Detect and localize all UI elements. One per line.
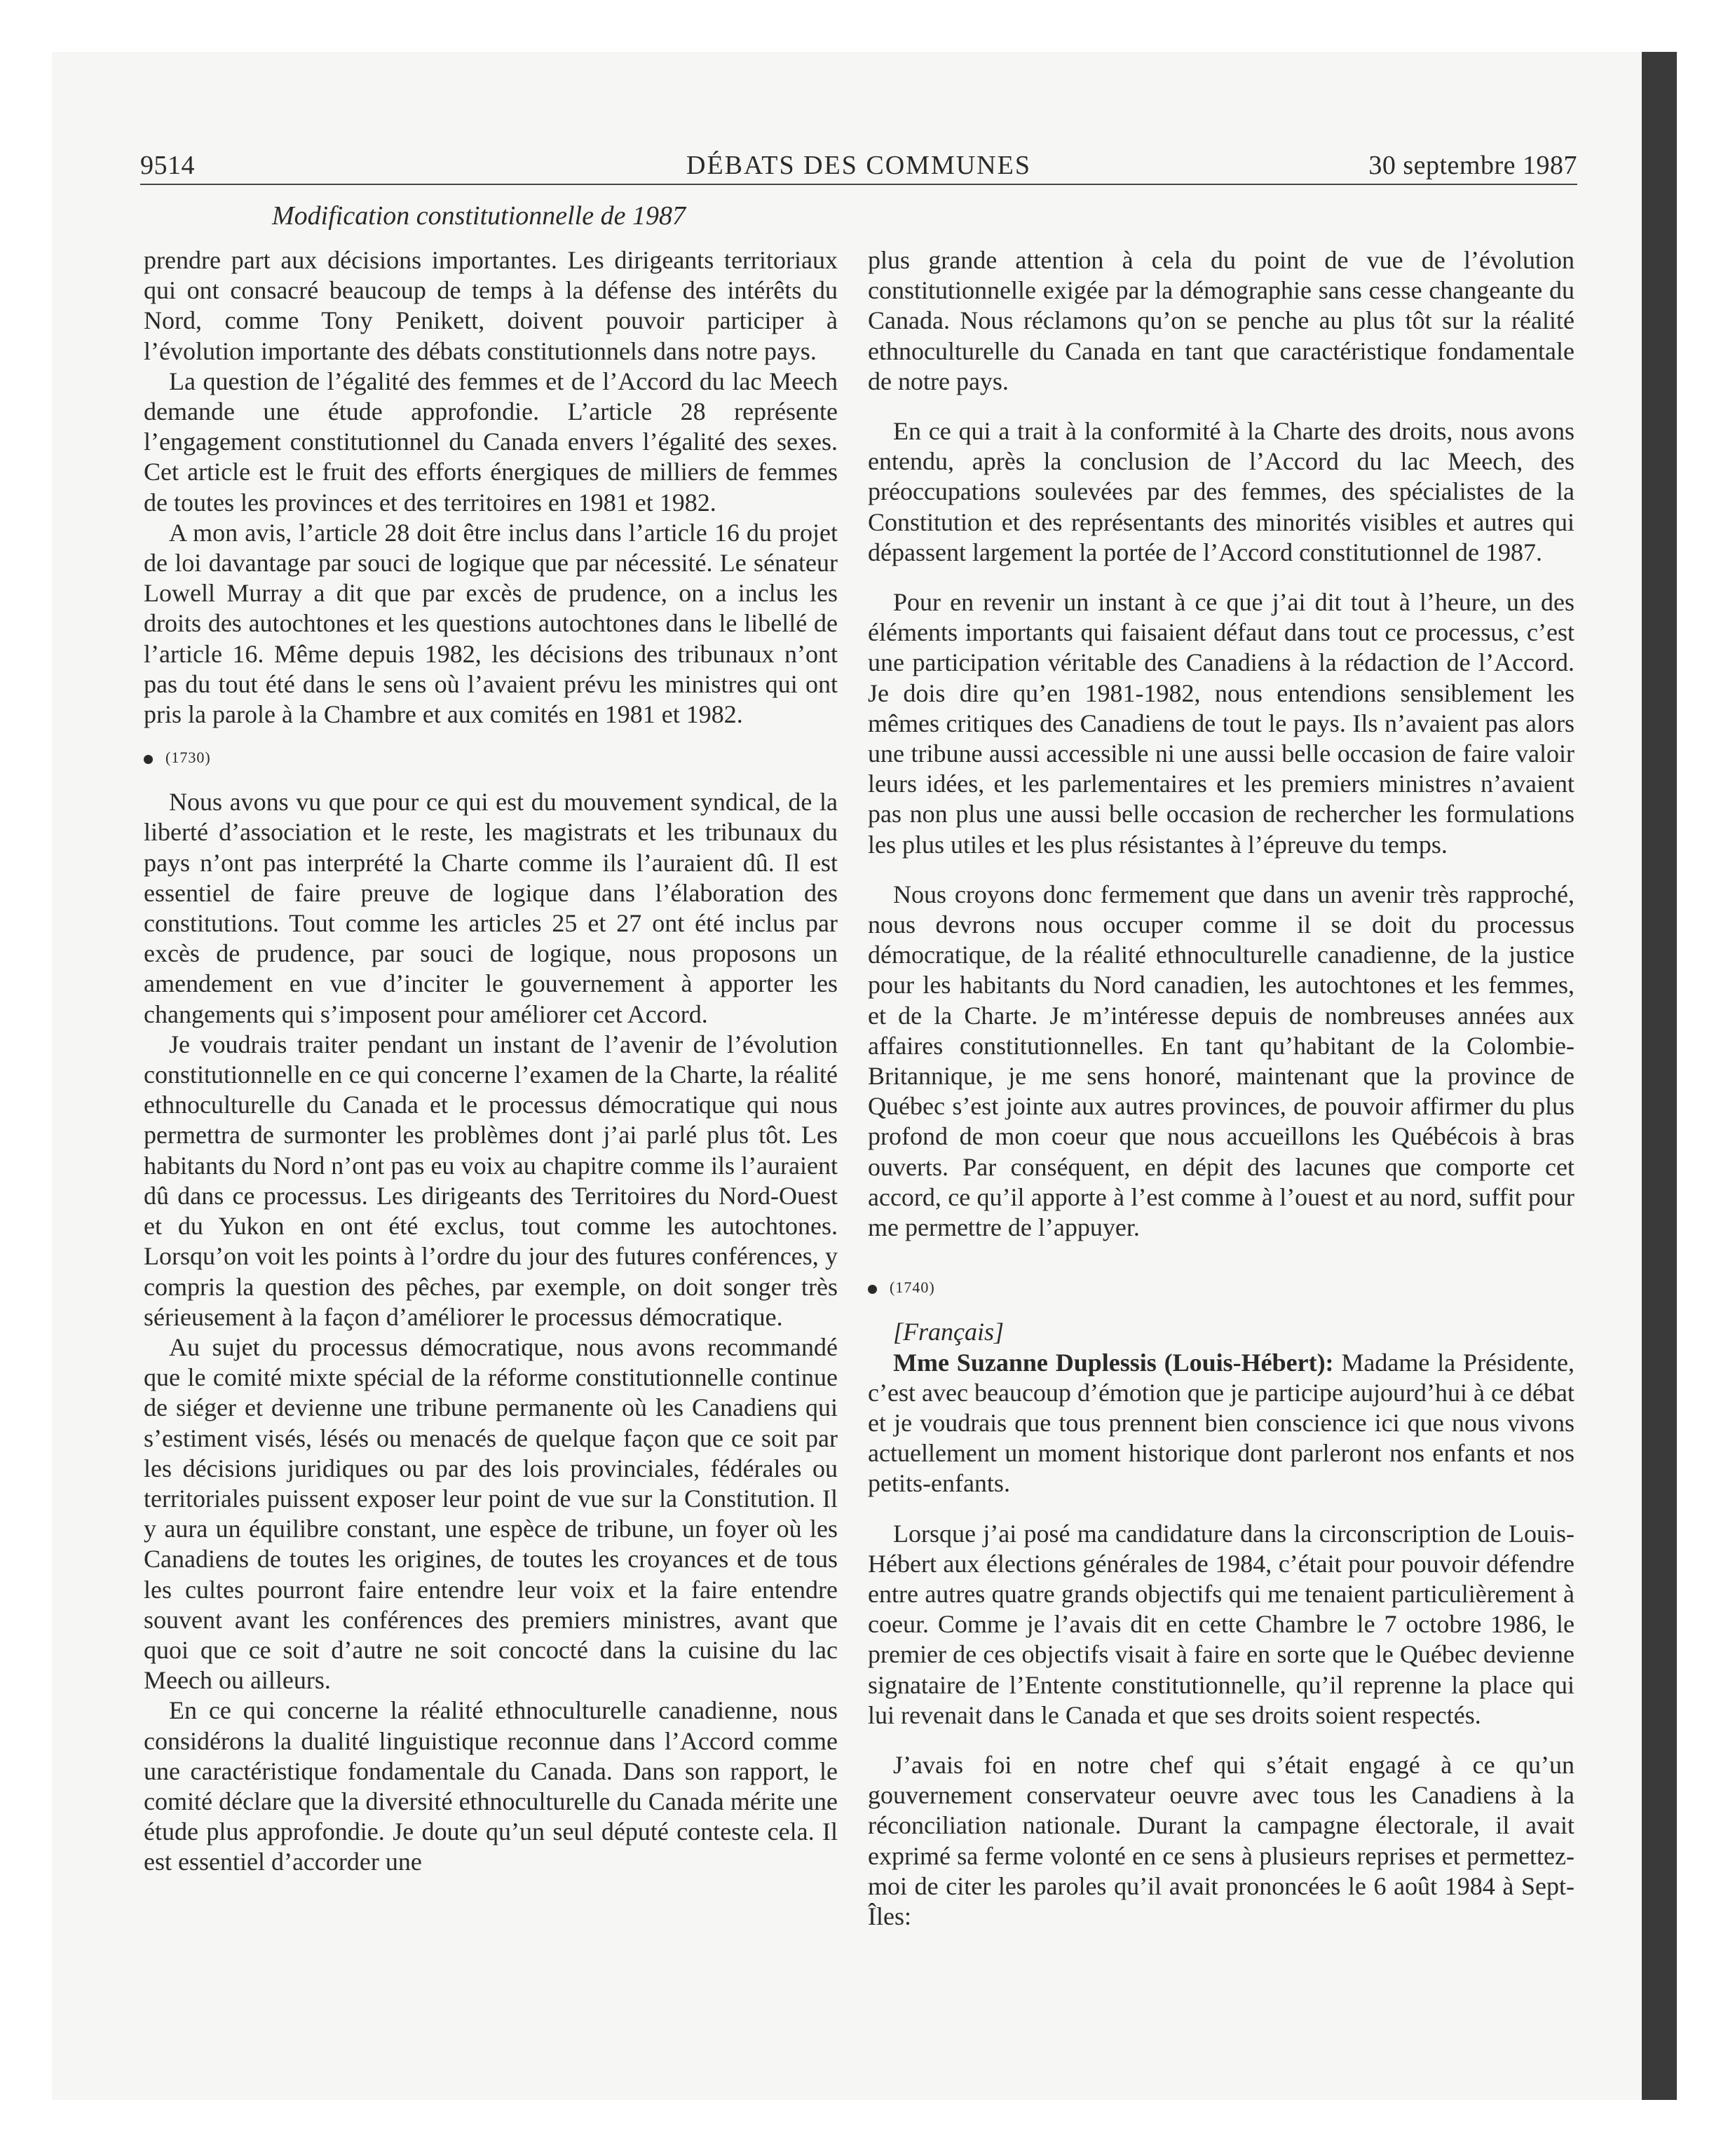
header-rule <box>140 184 1577 185</box>
paragraph: Pour en revenir un instant à ce que j’ai dit tout à l’heure, un des éléments importants qui faisaient défaut dans tout ce processus, c’est une participation véritable des Canadiens à la rédaction de l’Accord. Je dois dire qu’en 1981-1982, nous entendions sensiblement les mêmes critiques des Canadiens de tout le pays. Ils n’avaient pas alors une tribune aussi accessible ni une aussi belle occasion de faire valoir leurs idées, et les parlementaires et les premiers ministres n’avaient pas non plus une aussi belle occasion de rechercher les formulations les plus utiles et les plus résistantes à l’épreuve du temps. <box>868 588 1574 859</box>
language-label: [Français] <box>893 1318 1005 1346</box>
time-marker <box>144 744 838 772</box>
right-column <box>868 245 1574 1932</box>
section-subtitle: Modification constitutionnelle de 1987 <box>272 201 686 231</box>
page-header <box>140 150 1577 185</box>
paragraph: J’avais foi en notre chef qui s’était engagé à ce qu’un gouvernement conservateur oeuvre avec tous les Canadiens à la réconciliation nationale. Durant la campagne électorale, il avait exprimé sa ferme volonté en ce sens à plusieurs reprises et permettez-moi de citer les paroles qu’il avait prononcées le 6 août 1984 à Sept-Îles: <box>868 1750 1574 1930</box>
paragraph: Lorsque j’ai posé ma candidature dans la circonscription de Louis-Hébert aux élections générales de 1984, c’était pour pouvoir défendre entre autres quatre grands objectifs qui me tenaient particulièrement à coeur. Comme je l’avais dit en cette Chambre le 7 octobre 1986, le premier de ces objectifs visait à faire en sorte que le Québec devienne signataire de l’Entente constitutionnelle, qu’il reprenne la place qui lui revenait dans le Canada et que ses droits soient respectés. <box>868 1519 1574 1729</box>
paragraph: Nous avons vu que pour ce qui est du mouvement syndical, de la liberté d’association et le reste, les magistrats et les tribunaux du pays n’ont pas interprété la Charte comme ils l’auraient dû. Il est essentiel de faire preuve de logique dans l’élaboration des constitutions. Tout comme les articles 25 et 27 ont été inclus par excès de prudence, par souci de logique, nous proposons un amendement en vue d’inciter le gouvernement à apporter les changements qui s’imposent pour améliorer cet Accord. <box>144 788 838 1028</box>
bullet-dot <box>868 1285 877 1294</box>
paragraph: Nous croyons donc fermement que dans un avenir très rapproché, nous devrons nous occuper comme il se doit du processus démocratique, de la réalité ethnoculturelle canadienne, de la justice pour les habitants du Nord canadien, les autochtones et les femmes, et de la Charte. Je m’intéresse depuis de nombreuses années aux affaires constitutionnelles. En tant qu’habitant de la Colombie-Britannique, je me sens honoré, maintenant que la province de Québec s’est jointe aux autres provinces, de pouvoir affirmer du plus profond de mon coeur que nous accueillons les Québécois à bras ouverts. Par conséquent, en dépit des lacunes que comporte cet accord, ce qu’il apporte à l’est comme à l’ouest et au nord, suffit pour me permettre de l’appuyer. <box>868 880 1574 1242</box>
publication-date: 30 septembre 1987 <box>1368 151 1577 180</box>
paragraph: plus grande attention à cela du point de vue de l’évolution constitutionnelle exigée par la démographie sans cesse changeante du Canada. Nous réclamons qu’on se penche au plus tôt sur la réalité ethnoculturelle du Canada en tant que caractéristique fondamentale de notre pays. <box>868 246 1574 395</box>
scan-edge-bar <box>1642 52 1677 2100</box>
time-marker-label: (1730) <box>165 749 211 767</box>
paragraph: prendre part aux décisions importantes. Les dirigeants territoriaux qui ont consacré beaucoup de temps à la défense des intérêts du Nord, comme Tony Penikett, doivent pouvoir participer à l’évolution importante des débats constitutionnels dans notre pays. <box>144 246 838 365</box>
speech-text: Madame la Présidente, c’est avec beaucoup d’émotion que je participe aujourd’hui à ce débat et je voudrais que tous prennent bien conscience ici que nous vivons actuellement un moment historique dont parleront nos enfants et nos petits-enfants. <box>868 1348 1574 1498</box>
speaker-name: Mme Suzanne Duplessis (Louis-Hébert): <box>893 1348 1334 1377</box>
paragraph: Je voudrais traiter pendant un instant de l’avenir de l’évolution constitutionnelle en ce qui concerne l’examen de la Charte, la réalité ethnoculturelle du Canada et le processus démocratique qui nous permettra de surmonter les problèmes dont j’ai parlé plus tôt. Les habitants du Nord n’ont pas eu voix au chapitre comme ils l’auraient dû dans ce processus. Les dirigeants des Territoires du Nord-Ouest et du Yukon en ont été exclus, tout comme les autochtones. Lorsqu’on voit les points à l’ordre du jour des futures conférences, y compris la question des pêches, par exemple, on doit songer très sérieusement à la façon d’améliorer le processus démocratique. <box>144 1030 838 1331</box>
page-number: 9514 <box>140 151 195 180</box>
time-marker-label: (1740) <box>890 1278 935 1297</box>
publication-title: DÉBATS DES COMMUNES <box>686 151 1031 180</box>
bullet-dot <box>144 755 153 764</box>
paragraph: En ce qui concerne la réalité ethnoculturelle canadienne, nous considérons la dualité linguistique reconnue dans l’Accord comme une caractéristique fondamentale du Canada. Dans son rapport, le comité déclare que la diversité ethnoculturelle du Canada mérite une étude plus approfondie. Je doute qu’un seul député conteste cela. Il est essentiel d’accorder une <box>144 1696 838 1876</box>
left-column <box>144 245 838 1878</box>
paragraph: En ce qui a trait à la conformité à la Charte des droits, nous avons entendu, après la conclusion de l’Accord du lac Meech, des préoccupations soulevées par des femmes, des spécialistes de la Constitution et des représentants des minorités visibles et autres qui dépassent largement la portée de l’Accord constitutionnel de 1987. <box>868 417 1574 566</box>
paragraph: La question de l’égalité des femmes et de l’Accord du lac Meech demande une étude approfondie. L’article 28 représente l’engagement constitutionnel du Canada envers l’égalité des sexes. Cet article est le fruit des efforts énergiques de milliers de femmes de toutes les provinces et des territoires en 1981 et 1982. <box>144 367 838 517</box>
paragraph: A mon avis, l’article 28 doit être inclus dans l’article 16 du projet de loi davantage par souci de logique que par nécessité. Le sénateur Lowell Murray a dit que par excès de prudence, on a inclus les droits des autochtones et les questions autochtones dans le libellé de l’article 16. Même depuis 1982, les décisions des tribunaux n’ont pas du tout été dans le sens où l’avaient prévu les ministres qui ont pris la parole à la Chambre et aux comités en 1981 et 1982. <box>144 518 838 729</box>
speaker-paragraph <box>868 1348 1574 1499</box>
paragraph: Au sujet du processus démocratique, nous avons recommandé que le comité mixte spécial de la réforme constitutionnelle continue de siéger et devienne une tribune permanente où les Canadiens qui s’estiment visés, lésés ou menacés de quelque façon que ce soit par les décisions juridiques ou par des lois provinciales, fédérales ou territoriales puissent exposer leur point de vue sur la Constitution. Il y aura un équilibre constant, une espèce de tribune, un foyer où les Canadiens de toutes les origines, de toutes les croyances et de tous les cultes pourront faire entendre leur voix et la faire entendre souvent avant les conférences des premiers ministres, avant que quoi que ce soit d’autre ne soit concocté dans la cuisine du lac Meech ou ailleurs. <box>144 1332 838 1695</box>
time-marker <box>868 1274 1574 1302</box>
